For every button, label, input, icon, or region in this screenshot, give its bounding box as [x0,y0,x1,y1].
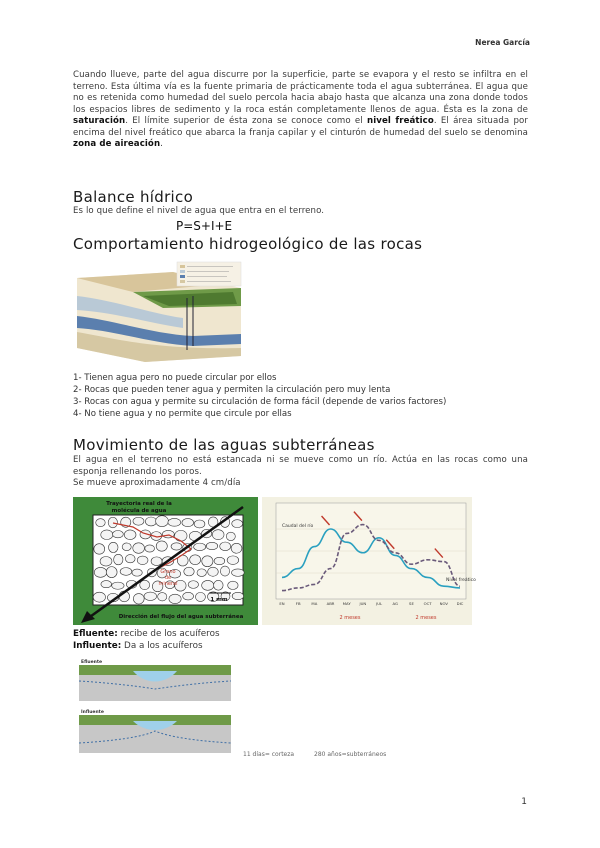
sand-grain [156,541,167,551]
sand-grain [125,555,135,563]
chart-x-tick-label: AG [392,601,399,606]
intro-text-3: . El área situada por encima del nivel freático que abarca la franja capilar y el cinturón de humedad del suelo se denomina [73,116,528,138]
influent-block [79,709,231,753]
intro-bold-nivel-freatico: nivel freático [367,116,434,126]
sand-grain [112,582,124,589]
influente-text: Da a los acuíferos [121,641,203,651]
intro-text-4: . [160,139,164,149]
grain-label-2: de [164,575,172,581]
chart-annotation-2: 2 meses [415,615,437,621]
intro-paragraph [73,70,528,151]
sand-grain [101,581,112,588]
caption-corteza: 11 días= corteza [243,751,295,758]
sand-grain [156,516,169,527]
sand-grain [133,594,144,604]
sand-grain [232,592,243,599]
sand-grain [231,543,242,553]
influente-label: Influente: [73,641,122,651]
sand-grain [212,530,224,540]
grain-label-3: mineral [158,581,178,587]
sand-grain [168,518,181,526]
effluent-influent-diagram [73,657,238,759]
sand-grain [100,557,112,567]
comportamiento-heading: Comportamiento hidrogeológico de las rocas [73,235,423,253]
sand-grain [93,592,105,602]
influent-label: Influente [81,710,104,715]
chart-x-tick-label: ABR [326,601,335,606]
chart-x-tick-label: EN [279,601,285,606]
sand-grain [101,530,113,540]
sand-grain [197,569,206,577]
scale-label: 1 mm [210,597,228,603]
efluente-label: Efluente: [73,629,118,639]
chart-x-tick-label: NOV [439,601,448,606]
sand-grain [124,530,136,540]
chart-x-tick-label: SE [409,601,414,606]
hydrograph-chart [262,497,476,625]
movimiento-text-2: Se mueve aproximadamente 4 cm/día [73,478,241,488]
author-name: Nerea García [475,38,530,47]
caption-subterraneos: 280 años=subterráneos [314,751,387,758]
sand-grain [158,593,167,601]
list-item: 3- Rocas con agua y permite su circulación de forma fácil (depende de varios factores) [73,397,447,407]
intro-text-2: . El límite superior de ésta zona se conoce como el [125,116,368,126]
list-item: 1- Tienen agua pero no puede circular por ellos [73,373,277,383]
sand-grain [188,581,198,589]
sand-grain [214,557,225,564]
sand-grain [169,594,181,603]
chart-x-tick-label: MA [311,601,318,606]
sand-grain [228,581,238,589]
sand-grain [106,567,117,578]
pore-label-top-1: Trayectoria real de la [106,501,172,507]
rock-behaviour-list [73,372,446,420]
sand-grain [226,532,235,540]
sand-grain [171,543,182,550]
sand-grain [194,520,205,528]
sand-grain [175,530,187,541]
sand-grain [122,543,131,551]
efluente-text: recibe de los acuíferos [117,629,220,639]
sand-grain [202,580,214,590]
sand-grain [220,542,231,551]
pore-label-top-2: molécula de agua [111,508,167,514]
sand-grain [132,569,142,576]
chart-x-tick-label: OCT [423,601,432,606]
chart-x-tick-label: MAY [342,601,351,606]
sand-grain [184,567,194,576]
list-item: 4- No tiene agua y no permite que circule por ellas [73,409,292,419]
movimiento-text-1: El agua en el terreno no está estancada ni se mueve como un río. Actúa en las rocas como una esponja rellenando los poros. [73,455,528,477]
chart-x-tick-label: DIC [456,601,464,606]
influente-definition [73,640,220,652]
chart-x-tick-label: FB [295,601,301,606]
sand-grain [183,592,194,600]
sand-grain [108,517,117,528]
sand-grain [190,555,201,565]
balance-heading: Balance hídrico [73,188,194,206]
effluent-label: Efluente [81,660,103,665]
chart-x-tick-label: JUL [376,601,383,606]
sand-grain [120,568,132,576]
sand-grain [194,543,206,551]
intro-text-1: Cuando llueve, parte del agua discurre por la superficie, parte se evapora y el resto se infiltra en el terreno. Esta última vía es la fuente primaria de prácticamente toda el agua subterránea. El agua que no es retenida como humedad del suelo percola hacia abajo hasta que alcanza una zona donde todos los espacios libres de sedimento y la roca están completamente llenos de agua. Ésta es la zona de [73,70,528,115]
effluent-block [79,659,231,701]
sand-grain [220,566,229,576]
chart-annotation-1: 2 meses [339,615,361,621]
efluente-definition [73,628,220,640]
sand-grain [133,543,145,553]
chart-series-label-2: Nivel freático [446,578,476,583]
grain-label-1: Grano [160,569,176,575]
page-number: 1 [521,797,527,807]
sand-grain [140,580,150,590]
sand-grain [113,530,124,537]
chart-x-tick-label: JUN [359,601,367,606]
intro-bold-zona-aireacion: zona de aireación [73,139,161,149]
sand-grain [208,567,219,576]
sand-grain [232,520,243,528]
balance-text: Es lo que define el nivel de agua que entra en el terreno. [73,206,325,216]
sand-grain [133,517,144,525]
sand-grain [206,542,217,549]
flow-type-definitions [73,628,220,652]
sand-grain [137,556,148,565]
sand-grain [94,567,107,577]
sand-grain [109,542,119,552]
list-item: 2- Rocas que pueden tener agua y permiten la circulación pero muy lenta [73,385,391,395]
balance-formula: P=S+I+E [176,219,233,233]
sand-grain [227,556,239,565]
sand-grain [182,519,194,527]
movimiento-text [73,455,528,490]
sand-grain [151,557,162,566]
movimiento-heading: Movimiento de las aguas subterráneas [73,436,375,454]
sand-grain [145,517,156,526]
intro-bold-saturacion: saturación [73,116,126,126]
sand-grain [96,519,105,527]
sand-grain [214,580,224,590]
pore-flow-diagram [73,497,258,625]
aquifer-block-diagram [73,258,245,366]
chart-series-label-1: Caudal del río [282,524,314,529]
sand-grain [232,569,245,576]
flow-direction-label: Dirección del flujo del agua subterránea [118,614,244,620]
sand-grain [144,592,157,600]
sand-grain [195,592,205,601]
sand-grain [145,545,155,552]
sand-grain [202,556,213,567]
sand-grain [94,544,105,554]
sand-grain [114,554,123,565]
